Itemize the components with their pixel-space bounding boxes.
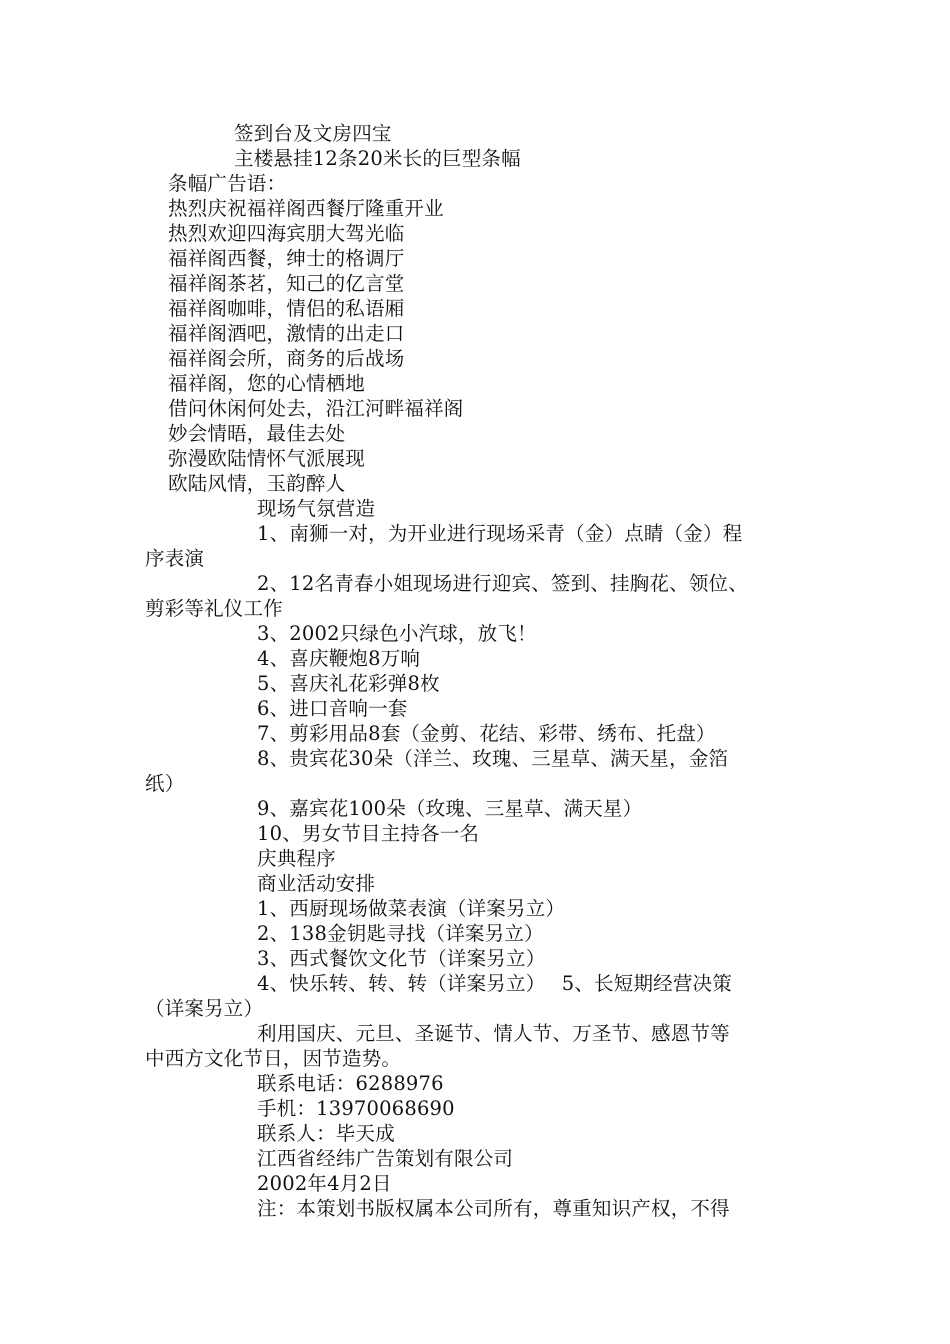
text-line: 6、进口音响一套 — [257, 697, 408, 720]
section-heading: 庆典程序 — [257, 847, 336, 870]
text-line: 福祥阁西餐，绅士的格调厅 — [168, 247, 405, 270]
text-line: 借问休闲何处去，沿江河畔福祥阁 — [168, 397, 464, 420]
text-line: 10、男女节目主持各一名 — [257, 822, 480, 845]
text-line: 剪彩等礼仪工作 — [145, 597, 283, 620]
text-line: 福祥阁，您的心情栖地 — [168, 372, 366, 395]
text-line: 3、2002只绿色小汽球，放飞！ — [257, 622, 537, 645]
text-line: 中西方文化节日，因节造势。 — [145, 1047, 402, 1070]
text-line: 纸） — [145, 772, 185, 795]
text-line: 福祥阁咖啡，情侣的私语厢 — [168, 297, 405, 320]
text-line: 8、贵宾花30朵（洋兰、玫瑰、三星草、满天星，金箔 — [257, 747, 729, 770]
text-line: 2、138金钥匙寻找（详案另立） — [257, 922, 544, 945]
document-date: 2002年4月2日 — [257, 1172, 392, 1195]
section-heading: 商业活动安排 — [257, 872, 376, 895]
text-line: 3、西式餐饮文化节（详案另立） — [257, 947, 546, 970]
text-line: 1、西厨现场做菜表演（详案另立） — [257, 897, 566, 920]
text-line: 福祥阁会所，商务的后战场 — [168, 347, 405, 370]
text-line: 热烈欢迎四海宾朋大驾光临 — [168, 222, 405, 245]
text-line: 5、喜庆礼花彩弹8枚 — [257, 672, 440, 695]
copyright-note: 注：本策划书版权属本公司所有，尊重知识产权，不得 — [257, 1197, 730, 1220]
text-line: 7、剪彩用品8套（金剪、花结、彩带、绣布、托盘） — [257, 722, 716, 745]
text-line: 弥漫欧陆情怀气派展现 — [168, 447, 366, 470]
text-line: 序表演 — [145, 547, 205, 570]
contact-person: 联系人：毕天成 — [257, 1122, 395, 1145]
text-line: 福祥阁茶茗，知己的亿言堂 — [168, 272, 405, 295]
text-line: 2、12名青春小姐现场进行迎宾、签到、挂胸花、领位、 — [257, 572, 748, 595]
text-line: 签到台及文房四宝 — [234, 122, 392, 145]
text-line: 4、快乐转、转、转（详案另立） 5、长短期经营决策 — [257, 972, 732, 995]
company-name: 江西省经纬广告策划有限公司 — [257, 1147, 514, 1170]
text-line: 利用国庆、元旦、圣诞节、情人节、万圣节、感恩节等 — [257, 1022, 730, 1045]
text-line: 4、喜庆鞭炮8万响 — [257, 647, 421, 670]
text-line: 1、南狮一对，为开业进行现场采青（金）点睛（金）程 — [257, 522, 743, 545]
text-line: 欧陆风情，玉韵醉人 — [168, 472, 346, 495]
contact-mobile: 手机：13970068690 — [257, 1097, 455, 1120]
text-line: 9、嘉宾花100朵（玫瑰、三星草、满天星） — [257, 797, 643, 820]
text-line: 主楼悬挂12条20米长的巨型条幅 — [234, 147, 521, 170]
section-heading: 现场气氛营造 — [257, 497, 376, 520]
text-line: （详案另立） — [145, 997, 264, 1020]
text-line: 条幅广告语： — [168, 172, 287, 195]
text-line: 福祥阁酒吧，激情的出走口 — [168, 322, 405, 345]
contact-phone: 联系电话：6288976 — [257, 1072, 444, 1095]
text-line: 热烈庆祝福祥阁西餐厅隆重开业 — [168, 197, 444, 220]
text-line: 妙会情晤，最佳去处 — [168, 422, 346, 445]
